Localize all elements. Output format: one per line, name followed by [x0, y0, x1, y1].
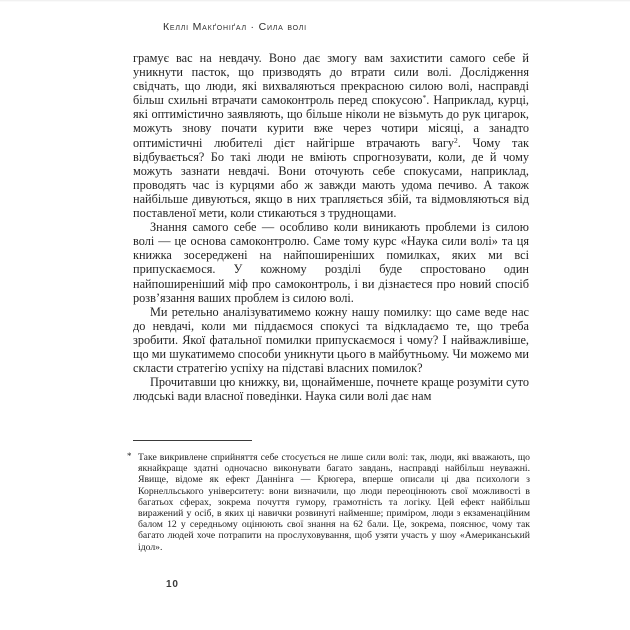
running-header-title: Келлі Макґоніґал · Сила волі: [163, 21, 307, 33]
paragraph-text: . Чому так відбувається? Бо такі люди не вміють спрогнозувати, коли, де й чому можуть зазнати невдачі. Вони оточують себе спокусами, наприклад, проводять час із курцями або ж завжди мають удома печиво. А також найбільше дивуються, якщо в них трапляється збій, та відмовляються від поставленої мети, коли стикаються з труднощами.: [133, 135, 530, 221]
paragraph-text: . Наприклад, курці, які оптимістично заявляють, що більше ніколи не візьмуть до рук цигарок, можуть знову почати курити вже через чотири місяці, а занадто оптимістичні любителі дієт найгірше втрачають вагу: [133, 93, 529, 150]
paragraph: Знання самого себе — особливо коли виникають проблеми із силою волі — це основа самоконтролю. Саме тому курс «Наука сили волі» та ця книжка зосереджені на найпоширеніших помилках, яких ми всі припускаємося. У кожному розділі буде спростовано один найпоширеніший міф про самоконтроль, і ви дізнаєтеся про новий спосіб розв’язання ваших проблем із силою волі.: [133, 220, 529, 305]
body-text-block: [133, 51, 529, 403]
footnote-text: Таке викривлене сприйняття себе стосується не лише сили волі: так, люди, які вважають, що якнайкраще здатні одночасно виконувати багато завдань, насправді найбільш неуважні. Явище, відоме як ефект Даннінга — Крюгера, вперше описали ці два психологи з Корнелльського університету: вони визначили, що люди переоцінюють свої можливості в багатьох сферах, зокрема почуття гумору, грамотність та логіку. Цей ефект найбільш виражений у осіб, в яких ці навички розвинуті найменше; приміром, люди з екзаменаційним балом 12 у середньому оцінюють свої знання на 62 бали. Це, зокрема, пояснює, чому так багато людей хоче потрапити на прослуховування, щоб узяти участь у шоу «Американський ідол».: [138, 452, 530, 553]
footnote-marker: *: [127, 451, 132, 461]
footnote-separator-rule: [133, 440, 252, 441]
page-number: 10: [166, 579, 179, 590]
endnote-reference-number: 2: [454, 135, 458, 145]
footnote-reference-asterisk: *: [422, 93, 427, 103]
paragraph: Ми ретельно аналізуватимемо кожну нашу помилку: що саме веде нас до невдачі, коли ми піддаємося спокусі та відкладаємо те, що треба зробити. Якої фатальної помилки припускаємося і чому? І найважливіше, що ми шукатимемо способи уникнути цього в майбутньому. Чи можемо ми скласти стратегію успіху на підставі власних помилок?: [133, 304, 529, 376]
page-top-edge-shadow: [0, 0, 630, 2]
footnote-block: [127, 451, 530, 553]
paragraph: Прочитавши цю книжку, ви, щонайменше, почнете краще розуміти суто людські вади власної поведінки. Наука сили волі дає нам: [133, 375, 529, 404]
paragraph: [133, 51, 529, 220]
paragraph-text: грамує вас на невдачу. Воно дає змогу вам захистити самого себе й уникнути пасток, що призводять до втрати сили волі. Дослідження свідчать, що люди, які вихваляються прекрасною силою волі, насправді більш схильні втрачати самоконтроль перед спокусою: [133, 51, 529, 108]
